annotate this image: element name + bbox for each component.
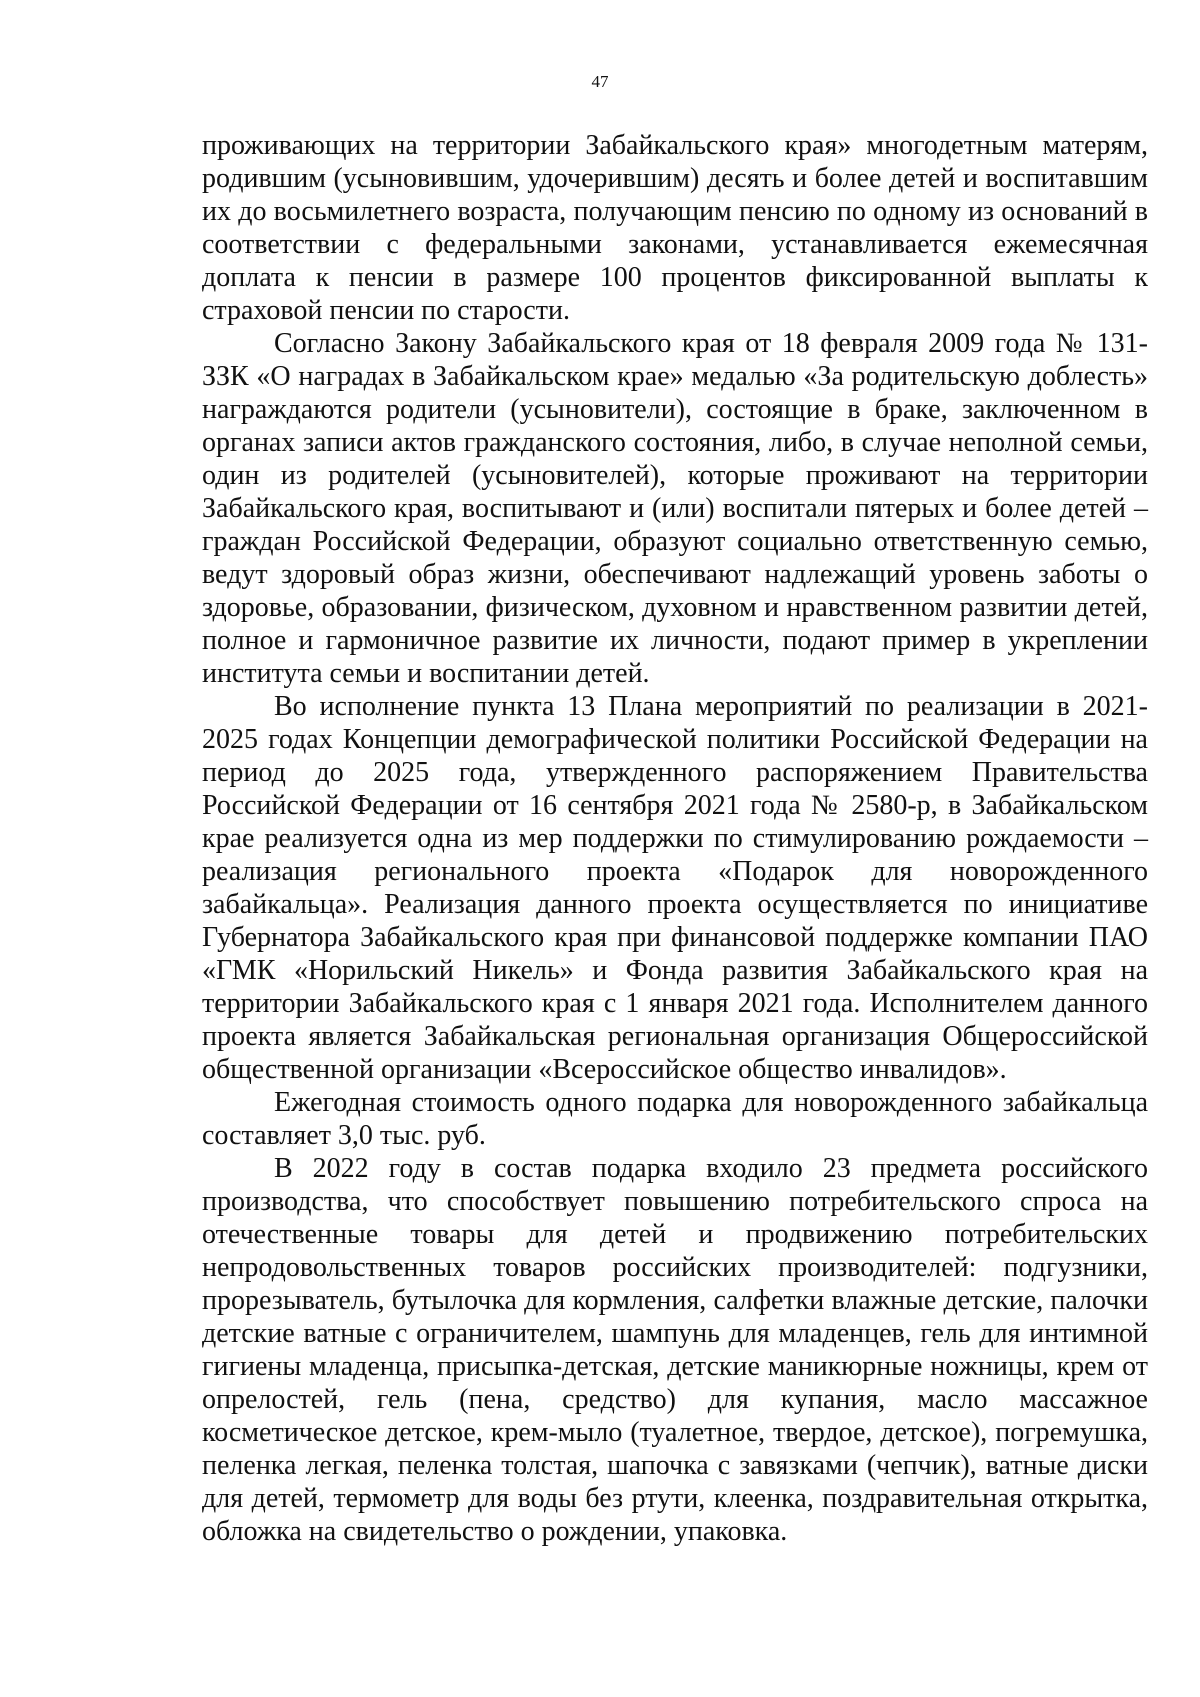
page-number: 47	[591, 72, 609, 91]
paragraph-pension-supplement: проживающих на территории Забайкальского края» многодетным матерям, родившим (усыновившим, удочерившим) десять и более детей и воспитавшим их до восьмилетнего возраста, получающим пенсию по одному из оснований в соответствии с федеральными законами, устанавливается ежемесячная доплата к пенсии в размере 100 процентов фиксированной выплаты к страховой пенсии по старости.	[202, 130, 1148, 326]
paragraph-newborn-gift-project: Во исполнение пункта 13 Плана мероприятий по реализации в 2021-2025 годах Концепции демографической политики Российской Федерации на период до 2025 года, утвержденного распоряжением Правительства Российской Федерации от 16 сентября 2021 года № 2580-р, в Забайкальском крае реализуется одна из мер поддержки по стимулированию рождаемости – реализация регионального проекта «Подарок для новорожденного забайкальца». Реализация данного проекта осуществляется по инициативе Губернатора Забайкальского края при финансовой поддержке компании ПАО «ГМК «Норильский Никель» и Фонда развития Забайкальского края на территории Забайкальского края с 1 января 2021 года. Исполнителем данного проекта является Забайкальская региональная организация Общероссийской общественной организации «Всероссийское общество инвалидов».	[202, 691, 1148, 1085]
paragraph-parental-valor-medal: Согласно Закону Забайкальского края от 18 февраля 2009 года № 131-ЗЗК «О наградах в Забайкальском крае» медалью «За родительскую доблесть» награждаются родители (усыновители), состоящие в браке, заключенном в органах записи актов гражданского состояния, либо, в случае неполной семьи, один из родителей (усыновителей), которые проживают на территории Забайкальского края, воспитывают и (или) воспитали пятерых и более детей – граждан Российской Федерации, образуют социально ответственную семью, ведут здоровый образ жизни, обеспечивают надлежащий уровень заботы о здоровье, образовании, физическом, духовном и нравственном развитии детей, полное и гармоничное развитие их личности, подают пример в укреплении института семьи и воспитании детей.	[202, 328, 1148, 689]
paragraph-gift-cost: Ежегодная стоимость одного подарка для новорожденного забайкальца составляет 3,0 тыс. руб.	[202, 1087, 1148, 1151]
document-body	[202, 129, 1148, 1548]
paragraph-gift-contents: В 2022 году в состав подарка входило 23 предмета российского производства, что способствует повышению потребительского спроса на отечественные товары для детей и продвижению потребительских непродовольственных товаров российских производителей: подгузники, прорезыватель, бутылочка для кормления, салфетки влажные детские, палочки детские ватные с ограничителем, шампунь для младенцев, гель для интимной гигиены младенца, присыпка-детская, детские маникюрные ножницы, крем от опрелостей, гель (пена, средство) для купания, масло массажное косметическое детское, крем-мыло (туалетное, твердое, детское), погремушка, пеленка легкая, пеленка толстая, шапочка с завязками (чепчик), ватные диски для детей, термометр для воды без ртути, клеенка, поздравительная открытка, обложка на свидетельство о рождении, упаковка.	[202, 1153, 1148, 1547]
